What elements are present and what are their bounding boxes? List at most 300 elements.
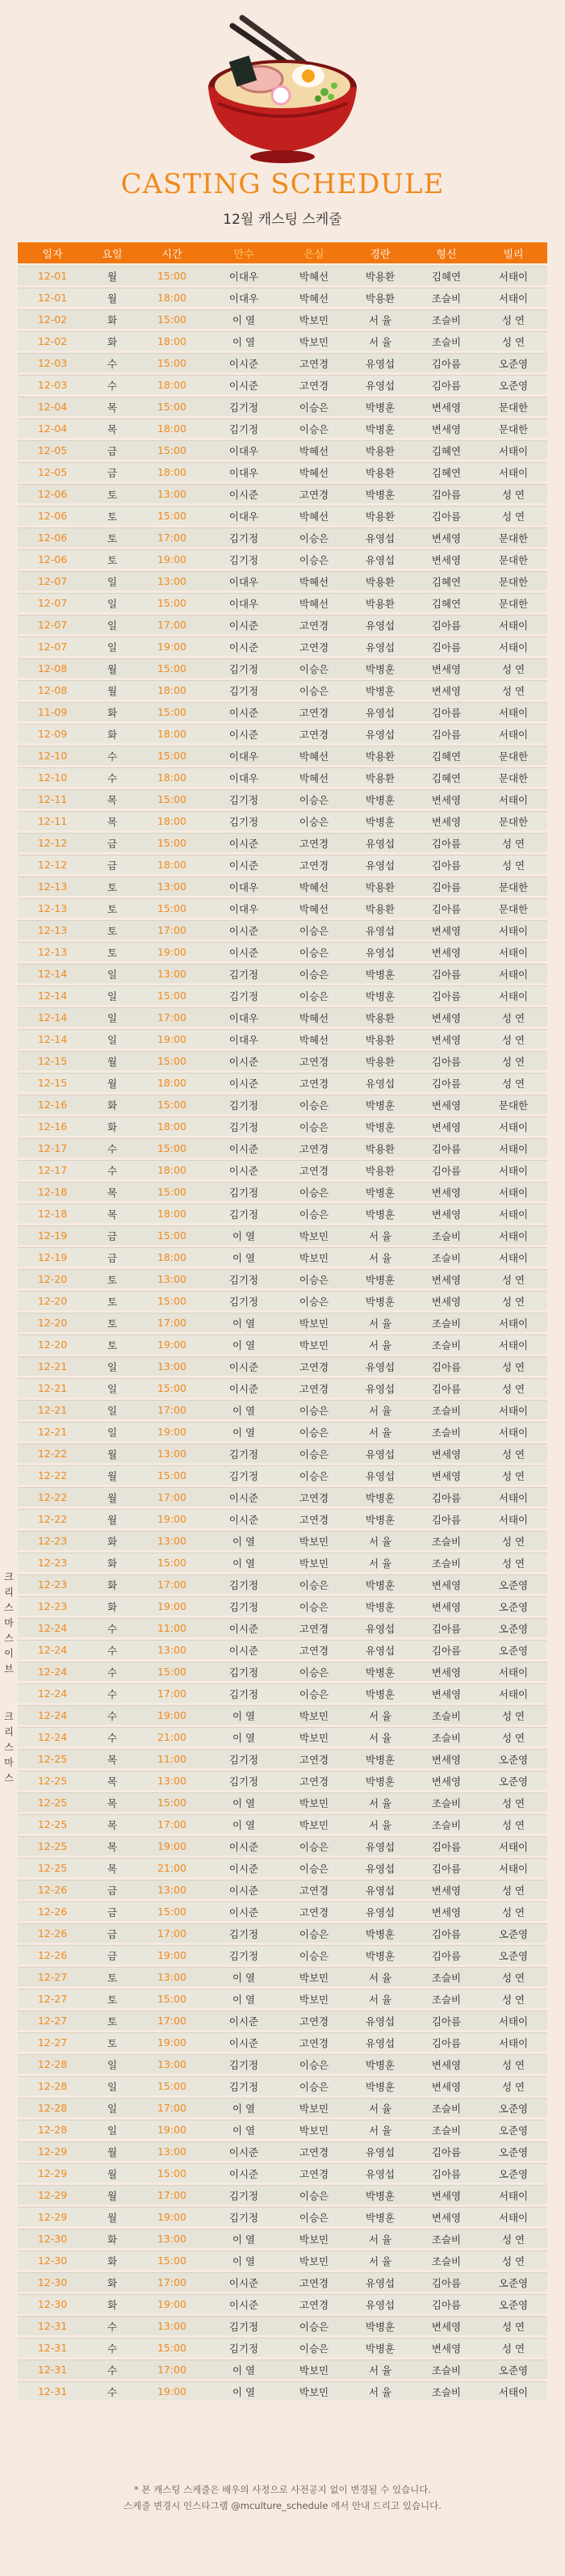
cell-day: 화 <box>87 1596 137 1616</box>
cell-date: 12-21 <box>18 1400 87 1419</box>
cell-day: 토 <box>87 920 137 939</box>
cell-gyeongran: 박용환 <box>347 1138 413 1158</box>
cell-eunsil: 이승은 <box>281 1836 347 1855</box>
table-row <box>18 615 547 634</box>
cell-hyeongsin: 변세영 <box>413 2076 479 2095</box>
cell-billy: 서태이 <box>479 1334 547 1354</box>
cell-time: 18:00 <box>137 1160 207 1179</box>
cell-gyeongran: 박병훈 <box>347 397 413 416</box>
cell-date: 12-25 <box>18 1814 87 1834</box>
cell-mansu: 이시준 <box>207 1858 281 1877</box>
table-row <box>18 2098 547 2117</box>
cell-hyeongsin: 김혜연 <box>413 440 479 460</box>
cell-eunsil: 박보민 <box>281 1792 347 1812</box>
cell-day: 일 <box>87 637 137 656</box>
cell-gyeongran: 유영섭 <box>347 2163 413 2183</box>
cell-eunsil: 박보민 <box>281 2120 347 2139</box>
cell-eunsil: 박혜선 <box>281 898 347 918</box>
table-row <box>18 1029 547 1048</box>
cell-date: 12-31 <box>18 2316 87 2335</box>
cell-date: 12-19 <box>18 1247 87 1267</box>
cell-billy: 성 연 <box>479 1073 547 1092</box>
cell-date: 12-26 <box>18 1923 87 1943</box>
cell-time: 17:00 <box>137 1007 207 1027</box>
cell-time: 13:00 <box>137 2054 207 2074</box>
cell-hyeongsin: 김아름 <box>413 1640 479 1659</box>
cell-gyeongran: 서 율 <box>347 2098 413 2117</box>
cell-time: 18:00 <box>137 331 207 351</box>
header-hyeongsin: 형신 <box>413 242 479 263</box>
cell-mansu: 이시준 <box>207 855 281 874</box>
cell-hyeongsin: 김아름 <box>413 1138 479 1158</box>
cell-date: 12-24 <box>18 1618 87 1637</box>
cell-eunsil: 고연경 <box>281 637 347 656</box>
cell-mansu: 이시준 <box>207 615 281 634</box>
cell-hyeongsin: 변세영 <box>413 1662 479 1681</box>
cell-billy: 성 연 <box>479 1727 547 1746</box>
cell-billy: 서태이 <box>479 1509 547 1528</box>
cell-date: 12-04 <box>18 418 87 438</box>
cell-mansu: 이시준 <box>207 920 281 939</box>
cell-hyeongsin: 김아름 <box>413 833 479 852</box>
table-row <box>18 1095 547 1114</box>
cell-time: 15:00 <box>137 309 207 329</box>
table-row <box>18 1574 547 1594</box>
cell-time: 15:00 <box>137 1553 207 1572</box>
cell-date: 12-01 <box>18 266 87 285</box>
cell-eunsil: 박보민 <box>281 2360 347 2379</box>
cell-eunsil: 이승은 <box>281 1095 347 1114</box>
cell-date: 12-20 <box>18 1269 87 1288</box>
table-row <box>18 2185 547 2204</box>
cell-time: 19:00 <box>137 1509 207 1528</box>
cell-gyeongran: 박용환 <box>347 898 413 918</box>
cell-billy: 서태이 <box>479 462 547 481</box>
table-row <box>18 1902 547 1921</box>
cell-hyeongsin: 조슬비 <box>413 288 479 307</box>
cell-hyeongsin: 조슬비 <box>413 1422 479 1441</box>
cell-eunsil: 이승은 <box>281 1465 347 1485</box>
cell-day: 월 <box>87 2141 137 2161</box>
cell-day: 목 <box>87 789 137 809</box>
cell-gyeongran: 박용환 <box>347 506 413 525</box>
cell-hyeongsin: 조슬비 <box>413 2120 479 2139</box>
page-subtitle: 12월 캐스팅 스케줄 <box>223 212 342 228</box>
cell-time: 18:00 <box>137 1116 207 1136</box>
cell-date: 12-06 <box>18 549 87 569</box>
cell-hyeongsin: 변세영 <box>413 942 479 961</box>
table-row <box>18 898 547 918</box>
cell-hyeongsin: 변세영 <box>413 418 479 438</box>
side-label-text: 크 리 스 마 스 <box>4 1711 14 1784</box>
cell-day: 토 <box>87 1313 137 1332</box>
cell-day: 일 <box>87 1356 137 1376</box>
cell-eunsil: 박보민 <box>281 1225 347 1245</box>
table-row <box>18 1313 547 1332</box>
table-row <box>18 527 547 547</box>
cell-day: 토 <box>87 1291 137 1310</box>
cell-date: 12-24 <box>18 1683 87 1703</box>
cell-mansu: 김기정 <box>207 2076 281 2095</box>
cell-date: 12-07 <box>18 593 87 612</box>
table-row <box>18 2250 547 2270</box>
cell-day: 화 <box>87 1116 137 1136</box>
cell-eunsil: 고연경 <box>281 1356 347 1376</box>
side-label-christmas-eve <box>3 1570 15 1677</box>
cell-billy: 서태이 <box>479 920 547 939</box>
cell-day: 금 <box>87 1945 137 1965</box>
cell-gyeongran: 서 율 <box>347 1225 413 1245</box>
cell-date: 12-19 <box>18 1225 87 1245</box>
cell-time: 19:00 <box>137 2381 207 2401</box>
cell-eunsil: 고연경 <box>281 702 347 721</box>
cell-day: 일 <box>87 1378 137 1397</box>
cell-time: 18:00 <box>137 855 207 874</box>
table-row <box>18 2338 547 2357</box>
cell-eunsil: 이승은 <box>281 1858 347 1877</box>
cell-eunsil: 이승은 <box>281 1116 347 1136</box>
cell-day: 화 <box>87 2229 137 2248</box>
cell-time: 13:00 <box>137 876 207 896</box>
table-row <box>18 1422 547 1441</box>
cell-date: 12-30 <box>18 2229 87 2248</box>
cell-date: 12-03 <box>18 353 87 372</box>
cell-billy: 성 연 <box>479 1792 547 1812</box>
cell-billy: 서태이 <box>479 440 547 460</box>
cell-eunsil: 고연경 <box>281 2272 347 2292</box>
cell-time: 15:00 <box>137 440 207 460</box>
cell-day: 수 <box>87 375 137 394</box>
cell-billy: 오준영 <box>479 1596 547 1616</box>
cell-gyeongran: 박병훈 <box>347 964 413 983</box>
cell-billy: 오준영 <box>479 1640 547 1659</box>
cell-day: 토 <box>87 1967 137 1986</box>
table-row <box>18 288 547 307</box>
cell-billy: 성 연 <box>479 2076 547 2095</box>
cell-day: 화 <box>87 2250 137 2270</box>
cell-billy: 서태이 <box>479 964 547 983</box>
cell-gyeongran: 유영섭 <box>347 2032 413 2052</box>
cell-date: 12-07 <box>18 637 87 656</box>
cell-hyeongsin: 김아름 <box>413 1836 479 1855</box>
cell-mansu: 이대우 <box>207 746 281 765</box>
cell-hyeongsin: 김아름 <box>413 1509 479 1528</box>
cell-gyeongran: 박용환 <box>347 1029 413 1048</box>
cell-mansu: 이 열 <box>207 2098 281 2117</box>
cell-date: 12-23 <box>18 1574 87 1594</box>
cell-day: 수 <box>87 1727 137 1746</box>
cell-day: 목 <box>87 418 137 438</box>
table-row <box>18 680 547 700</box>
cell-time: 19:00 <box>137 2207 207 2226</box>
cell-billy: 오준영 <box>479 2294 547 2313</box>
cell-mansu: 이 열 <box>207 1705 281 1725</box>
cell-mansu: 김기정 <box>207 1945 281 1965</box>
cell-hyeongsin: 변세영 <box>413 2185 479 2204</box>
table-row <box>18 1662 547 1681</box>
cell-date: 12-25 <box>18 1749 87 1768</box>
cell-billy: 서태이 <box>479 1858 547 1877</box>
cell-mansu: 이대우 <box>207 288 281 307</box>
cell-mansu: 이시준 <box>207 942 281 961</box>
cell-gyeongran: 박병훈 <box>347 1095 413 1114</box>
table-row <box>18 506 547 525</box>
cell-time: 11:00 <box>137 1618 207 1637</box>
cell-time: 13:00 <box>137 1269 207 1288</box>
cell-billy: 서태이 <box>479 1662 547 1681</box>
cell-time: 17:00 <box>137 1313 207 1332</box>
cell-date: 12-31 <box>18 2360 87 2379</box>
cell-time: 18:00 <box>137 1204 207 1223</box>
cell-date: 12-07 <box>18 571 87 590</box>
cell-hyeongsin: 조슬비 <box>413 2250 479 2270</box>
cell-time: 18:00 <box>137 767 207 787</box>
cell-time: 18:00 <box>137 680 207 700</box>
cell-day: 일 <box>87 1400 137 1419</box>
cell-hyeongsin: 김아름 <box>413 855 479 874</box>
cell-hyeongsin: 조슬비 <box>413 1553 479 1572</box>
cell-gyeongran: 유영섭 <box>347 942 413 961</box>
cell-gyeongran: 박병훈 <box>347 1574 413 1594</box>
cell-gyeongran: 박병훈 <box>347 1204 413 1223</box>
cell-mansu: 이 열 <box>207 2229 281 2248</box>
cell-eunsil: 고연경 <box>281 615 347 634</box>
cell-gyeongran: 박병훈 <box>347 2207 413 2226</box>
table-row <box>18 571 547 590</box>
cell-billy: 성 연 <box>479 1880 547 1899</box>
cell-gyeongran: 박병훈 <box>347 1662 413 1681</box>
cell-gyeongran: 유영섭 <box>347 833 413 852</box>
cell-eunsil: 고연경 <box>281 1640 347 1659</box>
cell-time: 19:00 <box>137 942 207 961</box>
cell-day: 수 <box>87 1618 137 1637</box>
cell-date: 12-14 <box>18 985 87 1005</box>
cell-day: 화 <box>87 724 137 743</box>
cell-gyeongran: 유영섭 <box>347 1836 413 1855</box>
cell-mansu: 이시준 <box>207 702 281 721</box>
cell-gyeongran: 박용환 <box>347 767 413 787</box>
cell-hyeongsin: 변세영 <box>413 2316 479 2335</box>
cell-billy: 오준영 <box>479 1749 547 1768</box>
cell-gyeongran: 유영섭 <box>347 2141 413 2161</box>
cell-gyeongran: 서 율 <box>347 1247 413 1267</box>
cell-day: 목 <box>87 1204 137 1223</box>
cell-day: 수 <box>87 767 137 787</box>
cell-time: 15:00 <box>137 833 207 852</box>
cell-eunsil: 이승은 <box>281 680 347 700</box>
cell-time: 19:00 <box>137 637 207 656</box>
cell-time: 17:00 <box>137 2185 207 2204</box>
table-row <box>18 1269 547 1288</box>
table-row <box>18 375 547 394</box>
cell-eunsil: 이승은 <box>281 1443 347 1463</box>
cell-hyeongsin: 김아름 <box>413 702 479 721</box>
cell-gyeongran: 유영섭 <box>347 1356 413 1376</box>
cell-eunsil: 이승은 <box>281 1422 347 1441</box>
table-row <box>18 2381 547 2401</box>
cell-day: 목 <box>87 811 137 830</box>
cell-gyeongran: 유영섭 <box>347 375 413 394</box>
cell-eunsil: 박혜선 <box>281 462 347 481</box>
cell-billy: 성 연 <box>479 2338 547 2357</box>
cell-date: 12-02 <box>18 331 87 351</box>
cell-day: 금 <box>87 1880 137 1899</box>
cell-time: 19:00 <box>137 1422 207 1441</box>
cell-time: 15:00 <box>137 658 207 678</box>
cell-day: 월 <box>87 680 137 700</box>
footnotes <box>0 2481 565 2514</box>
cell-gyeongran: 박병훈 <box>347 811 413 830</box>
cell-date: 12-21 <box>18 1422 87 1441</box>
cell-time: 15:00 <box>137 397 207 416</box>
cell-eunsil: 고연경 <box>281 1160 347 1179</box>
cell-billy: 문대한 <box>479 593 547 612</box>
table-row <box>18 724 547 743</box>
cell-hyeongsin: 김아름 <box>413 1378 479 1397</box>
cell-date: 12-28 <box>18 2120 87 2139</box>
cell-day: 화 <box>87 331 137 351</box>
cell-mansu: 이시준 <box>207 1836 281 1855</box>
cell-mansu: 김기정 <box>207 1116 281 1136</box>
cell-mansu: 이대우 <box>207 462 281 481</box>
cell-gyeongran: 서 율 <box>347 1400 413 1419</box>
table-row <box>18 1487 547 1507</box>
cell-eunsil: 박혜선 <box>281 506 347 525</box>
cell-mansu: 이시준 <box>207 2011 281 2030</box>
cell-time: 17:00 <box>137 1400 207 1419</box>
cell-time: 13:00 <box>137 964 207 983</box>
cell-mansu: 이 열 <box>207 1247 281 1267</box>
cell-day: 목 <box>87 1814 137 1834</box>
cell-mansu: 이 열 <box>207 1792 281 1812</box>
cell-date: 12-25 <box>18 1858 87 1877</box>
cell-mansu: 이시준 <box>207 1640 281 1659</box>
cell-hyeongsin: 변세영 <box>413 1116 479 1136</box>
cell-billy: 서태이 <box>479 615 547 634</box>
cell-hyeongsin: 김아름 <box>413 506 479 525</box>
cell-billy: 서태이 <box>479 1116 547 1136</box>
cell-mansu: 이시준 <box>207 724 281 743</box>
cell-time: 17:00 <box>137 615 207 634</box>
cell-billy: 오준영 <box>479 2272 547 2292</box>
cell-eunsil: 고연경 <box>281 2294 347 2313</box>
cell-billy: 성 연 <box>479 1443 547 1463</box>
cell-hyeongsin: 김아름 <box>413 2141 479 2161</box>
cell-time: 15:00 <box>137 1989 207 2008</box>
cell-eunsil: 고연경 <box>281 1749 347 1768</box>
cell-date: 12-29 <box>18 2141 87 2161</box>
cell-eunsil: 박보민 <box>281 1705 347 1725</box>
table-row <box>18 1792 547 1812</box>
cell-mansu: 이대우 <box>207 767 281 787</box>
table-row <box>18 1116 547 1136</box>
cell-billy: 서태이 <box>479 1422 547 1441</box>
cell-time: 17:00 <box>137 2098 207 2117</box>
cell-time: 19:00 <box>137 1945 207 1965</box>
cell-mansu: 이대우 <box>207 571 281 590</box>
cell-date: 12-04 <box>18 397 87 416</box>
cell-day: 수 <box>87 1662 137 1681</box>
cell-eunsil: 이승은 <box>281 2185 347 2204</box>
cell-date: 12-22 <box>18 1465 87 1485</box>
cell-mansu: 이 열 <box>207 2381 281 2401</box>
cell-mansu: 김기정 <box>207 1465 281 1485</box>
cell-billy: 서태이 <box>479 2032 547 2052</box>
table-row <box>18 1858 547 1877</box>
cell-eunsil: 이승은 <box>281 1291 347 1310</box>
cell-mansu: 김기정 <box>207 1095 281 1114</box>
cell-mansu: 이 열 <box>207 2120 281 2139</box>
cell-time: 18:00 <box>137 724 207 743</box>
cell-mansu: 김기정 <box>207 658 281 678</box>
cell-day: 금 <box>87 462 137 481</box>
cell-hyeongsin: 변세영 <box>413 1465 479 1485</box>
cell-eunsil: 이승은 <box>281 1923 347 1943</box>
cell-hyeongsin: 김아름 <box>413 2011 479 2030</box>
cell-eunsil: 이승은 <box>281 658 347 678</box>
cell-mansu: 이 열 <box>207 1313 281 1332</box>
cell-billy: 문대한 <box>479 811 547 830</box>
cell-eunsil: 이승은 <box>281 1269 347 1288</box>
cell-hyeongsin: 변세영 <box>413 1095 479 1114</box>
cell-date: 12-25 <box>18 1792 87 1812</box>
cell-hyeongsin: 조슬비 <box>413 1727 479 1746</box>
cell-day: 목 <box>87 1836 137 1855</box>
cell-eunsil: 고연경 <box>281 2032 347 2052</box>
ramen-bowl-icon <box>186 8 379 166</box>
cell-mansu: 이시준 <box>207 1378 281 1397</box>
cell-billy: 오준영 <box>479 1574 547 1594</box>
cell-billy: 성 연 <box>479 1531 547 1550</box>
cell-eunsil: 박보민 <box>281 2229 347 2248</box>
cell-eunsil: 이승은 <box>281 811 347 830</box>
cell-eunsil: 고연경 <box>281 353 347 372</box>
cell-billy: 문대한 <box>479 571 547 590</box>
cell-time: 13:00 <box>137 1531 207 1550</box>
cell-time: 15:00 <box>137 2163 207 2183</box>
cell-gyeongran: 박병훈 <box>347 1771 413 1790</box>
cell-date: 12-18 <box>18 1182 87 1201</box>
cell-hyeongsin: 김혜연 <box>413 767 479 787</box>
cell-day: 금 <box>87 1225 137 1245</box>
cell-date: 12-11 <box>18 811 87 830</box>
table-row <box>18 1771 547 1790</box>
cell-gyeongran: 서 율 <box>347 331 413 351</box>
cell-gyeongran: 유영섭 <box>347 549 413 569</box>
cell-time: 15:00 <box>137 1378 207 1397</box>
cell-time: 15:00 <box>137 1182 207 1201</box>
cell-mansu: 이 열 <box>207 2360 281 2379</box>
cell-gyeongran: 박병훈 <box>347 1945 413 1965</box>
cell-eunsil: 이승은 <box>281 1596 347 1616</box>
header-mansu: 만수 <box>207 242 281 263</box>
cell-eunsil: 고연경 <box>281 1487 347 1507</box>
cell-eunsil: 이승은 <box>281 789 347 809</box>
cell-eunsil: 박보민 <box>281 1814 347 1834</box>
cell-gyeongran: 유영섭 <box>347 1618 413 1637</box>
cell-billy: 성 연 <box>479 484 547 503</box>
cell-billy: 문대한 <box>479 746 547 765</box>
cell-date: 12-23 <box>18 1596 87 1616</box>
cell-date: 12-29 <box>18 2185 87 2204</box>
cell-date: 12-28 <box>18 2054 87 2074</box>
table-row <box>18 1945 547 1965</box>
table-row <box>18 1247 547 1267</box>
table-row <box>18 309 547 329</box>
cell-hyeongsin: 변세영 <box>413 397 479 416</box>
cell-mansu: 김기정 <box>207 2316 281 2335</box>
cell-day: 토 <box>87 549 137 569</box>
